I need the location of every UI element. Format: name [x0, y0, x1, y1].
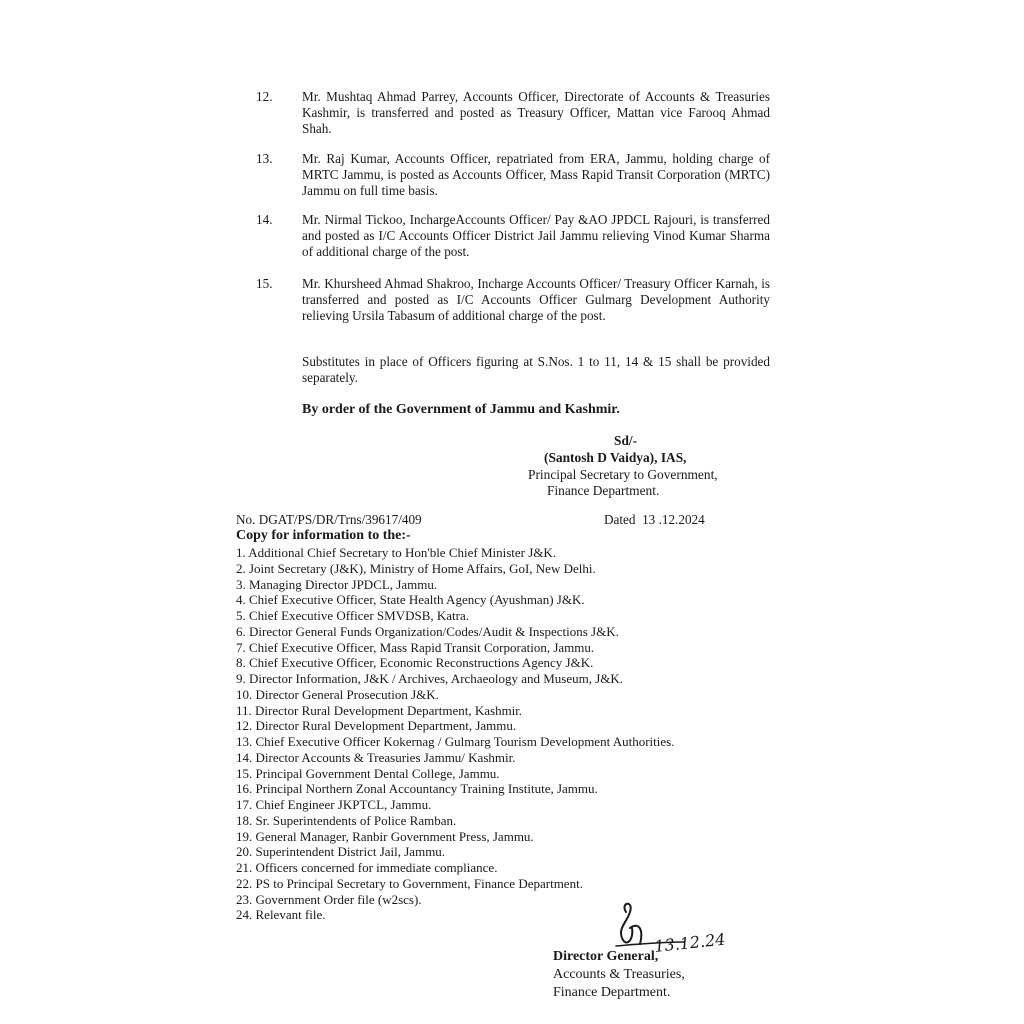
- copy-item: 4. Chief Executive Officer, State Health Agency (Ayushman) J&K.: [236, 592, 585, 608]
- copy-item: 10. Director General Prosecution J&K.: [236, 686, 439, 702]
- signatory-designation: Principal Secretary to Government,: [528, 467, 718, 482]
- footer-signatory-line2: Accounts & Treasuries,: [553, 967, 685, 982]
- copy-item: 7. Chief Executive Officer, Mass Rapid Transit Corporation, Jammu.: [236, 639, 595, 655]
- copy-item: 22. PS to Principal Secretary to Government, Finance Department.: [236, 875, 583, 891]
- copy-heading: Copy for information to the:-: [236, 528, 411, 543]
- copy-item: 17. Chief Engineer JKPTCL, Jammu.: [236, 797, 432, 812]
- item-text: Mr. Raj Kumar, Accounts Officer, repatriated from ERA, Jammu, holding charge of MRTC Jammu, is posted as Accounts Officer, Mass Rapid Transit Corporation (MRTC) Jammu on full time basis.: [302, 151, 770, 198]
- item-number: 13.: [256, 151, 273, 166]
- copy-item: 12. Director Rural Development Department, Jammu.: [236, 718, 517, 734]
- copy-item: 19. General Manager, Ranbir Government Press, Jammu.: [236, 828, 534, 844]
- footer-signatory-line3: Finance Department.: [553, 985, 671, 1000]
- item-number: 14.: [256, 212, 273, 227]
- order-line: By order of the Government of Jammu and Kashmir.: [302, 402, 620, 417]
- signatory-name: (Santosh D Vaidya), IAS,: [544, 450, 687, 465]
- copy-item: 15. Principal Government Dental College, Jammu.: [236, 765, 500, 781]
- copy-item: 18. Sr. Superintendents of Police Ramban.: [236, 812, 457, 828]
- copy-item: 24. Relevant file.: [236, 907, 326, 923]
- handwritten-date: 13.12.24: [653, 929, 727, 956]
- copy-item: 2. Joint Secretary (J&K), Ministry of Home Affairs, GoI, New Delhi.: [236, 560, 596, 576]
- copy-item: 20. Superintendent District Jail, Jammu.: [236, 844, 446, 860]
- copy-item: 16. Principal Northern Zonal Accountancy Training Institute, Jammu.: [236, 781, 598, 797]
- copy-item: 6. Director General Funds Organization/Codes/Audit & Inspections J&K.: [236, 623, 619, 639]
- copy-list: [236, 545, 776, 923]
- copy-item: 5. Chief Executive Officer SMVDSB, Katra.: [236, 608, 469, 623]
- item-text: Mr. Khursheed Ahmad Shakroo, Incharge Accounts Officer/ Treasury Officer Karnah, is transferred and posted as I/C Accounts Officer Gulmarg Development Authority relieving Ursila Tabasum of additional charge of the post.: [302, 276, 770, 323]
- copy-item: 1. Additional Chief Secretary to Hon'ble Chief Minister J&K.: [236, 545, 557, 560]
- item-number: 12.: [256, 89, 273, 104]
- item-text: Mr. Nirmal Tickoo, InchargeAccounts Officer/ Pay &AO JPDCL Rajouri, is transferred and posted as I/C Accounts Officer District Jail Jammu relieving Vinod Kumar Sharma of additional charge of the post.: [302, 212, 770, 259]
- copy-item: 8. Chief Executive Officer, Economic Reconstructions Agency J&K.: [236, 655, 594, 671]
- item-text: Mr. Mushtaq Ahmad Parrey, Accounts Officer, Directorate of Accounts & Treasuries Kashmir, is transferred and posted as Treasury Officer, Mattan vice Farooq Ahmad Shah.: [302, 89, 770, 136]
- item-number: 15.: [256, 276, 273, 291]
- reference-number: No. DGAT/PS/DR/Trns/39617/409: [236, 512, 422, 527]
- reference-date: Dated 13 .12.2024: [604, 512, 705, 527]
- sd-mark: Sd/-: [614, 433, 638, 448]
- copy-item: 21. Officers concerned for immediate compliance.: [236, 860, 498, 875]
- copy-item: 23. Government Order file (w2scs).: [236, 891, 422, 907]
- signatory-department: Finance Department.: [547, 483, 660, 498]
- footer-signatory-title: Director General,: [553, 949, 659, 964]
- copy-item: 11. Director Rural Development Department, Kashmir.: [236, 702, 523, 718]
- substitutes-note: Substitutes in place of Officers figuring at S.Nos. 1 to 11, 14 & 15 shall be provided separately.: [302, 354, 770, 385]
- copy-item: 13. Chief Executive Officer Kokernag / Gulmarg Tourism Development Authorities.: [236, 734, 675, 749]
- copy-item: 3. Managing Director JPDCL, Jammu.: [236, 576, 438, 592]
- copy-item: 14. Director Accounts & Treasuries Jammu/ Kashmir.: [236, 749, 516, 765]
- copy-item: 9. Director Information, J&K / Archives, Archaeology and Museum, J&K.: [236, 671, 624, 686]
